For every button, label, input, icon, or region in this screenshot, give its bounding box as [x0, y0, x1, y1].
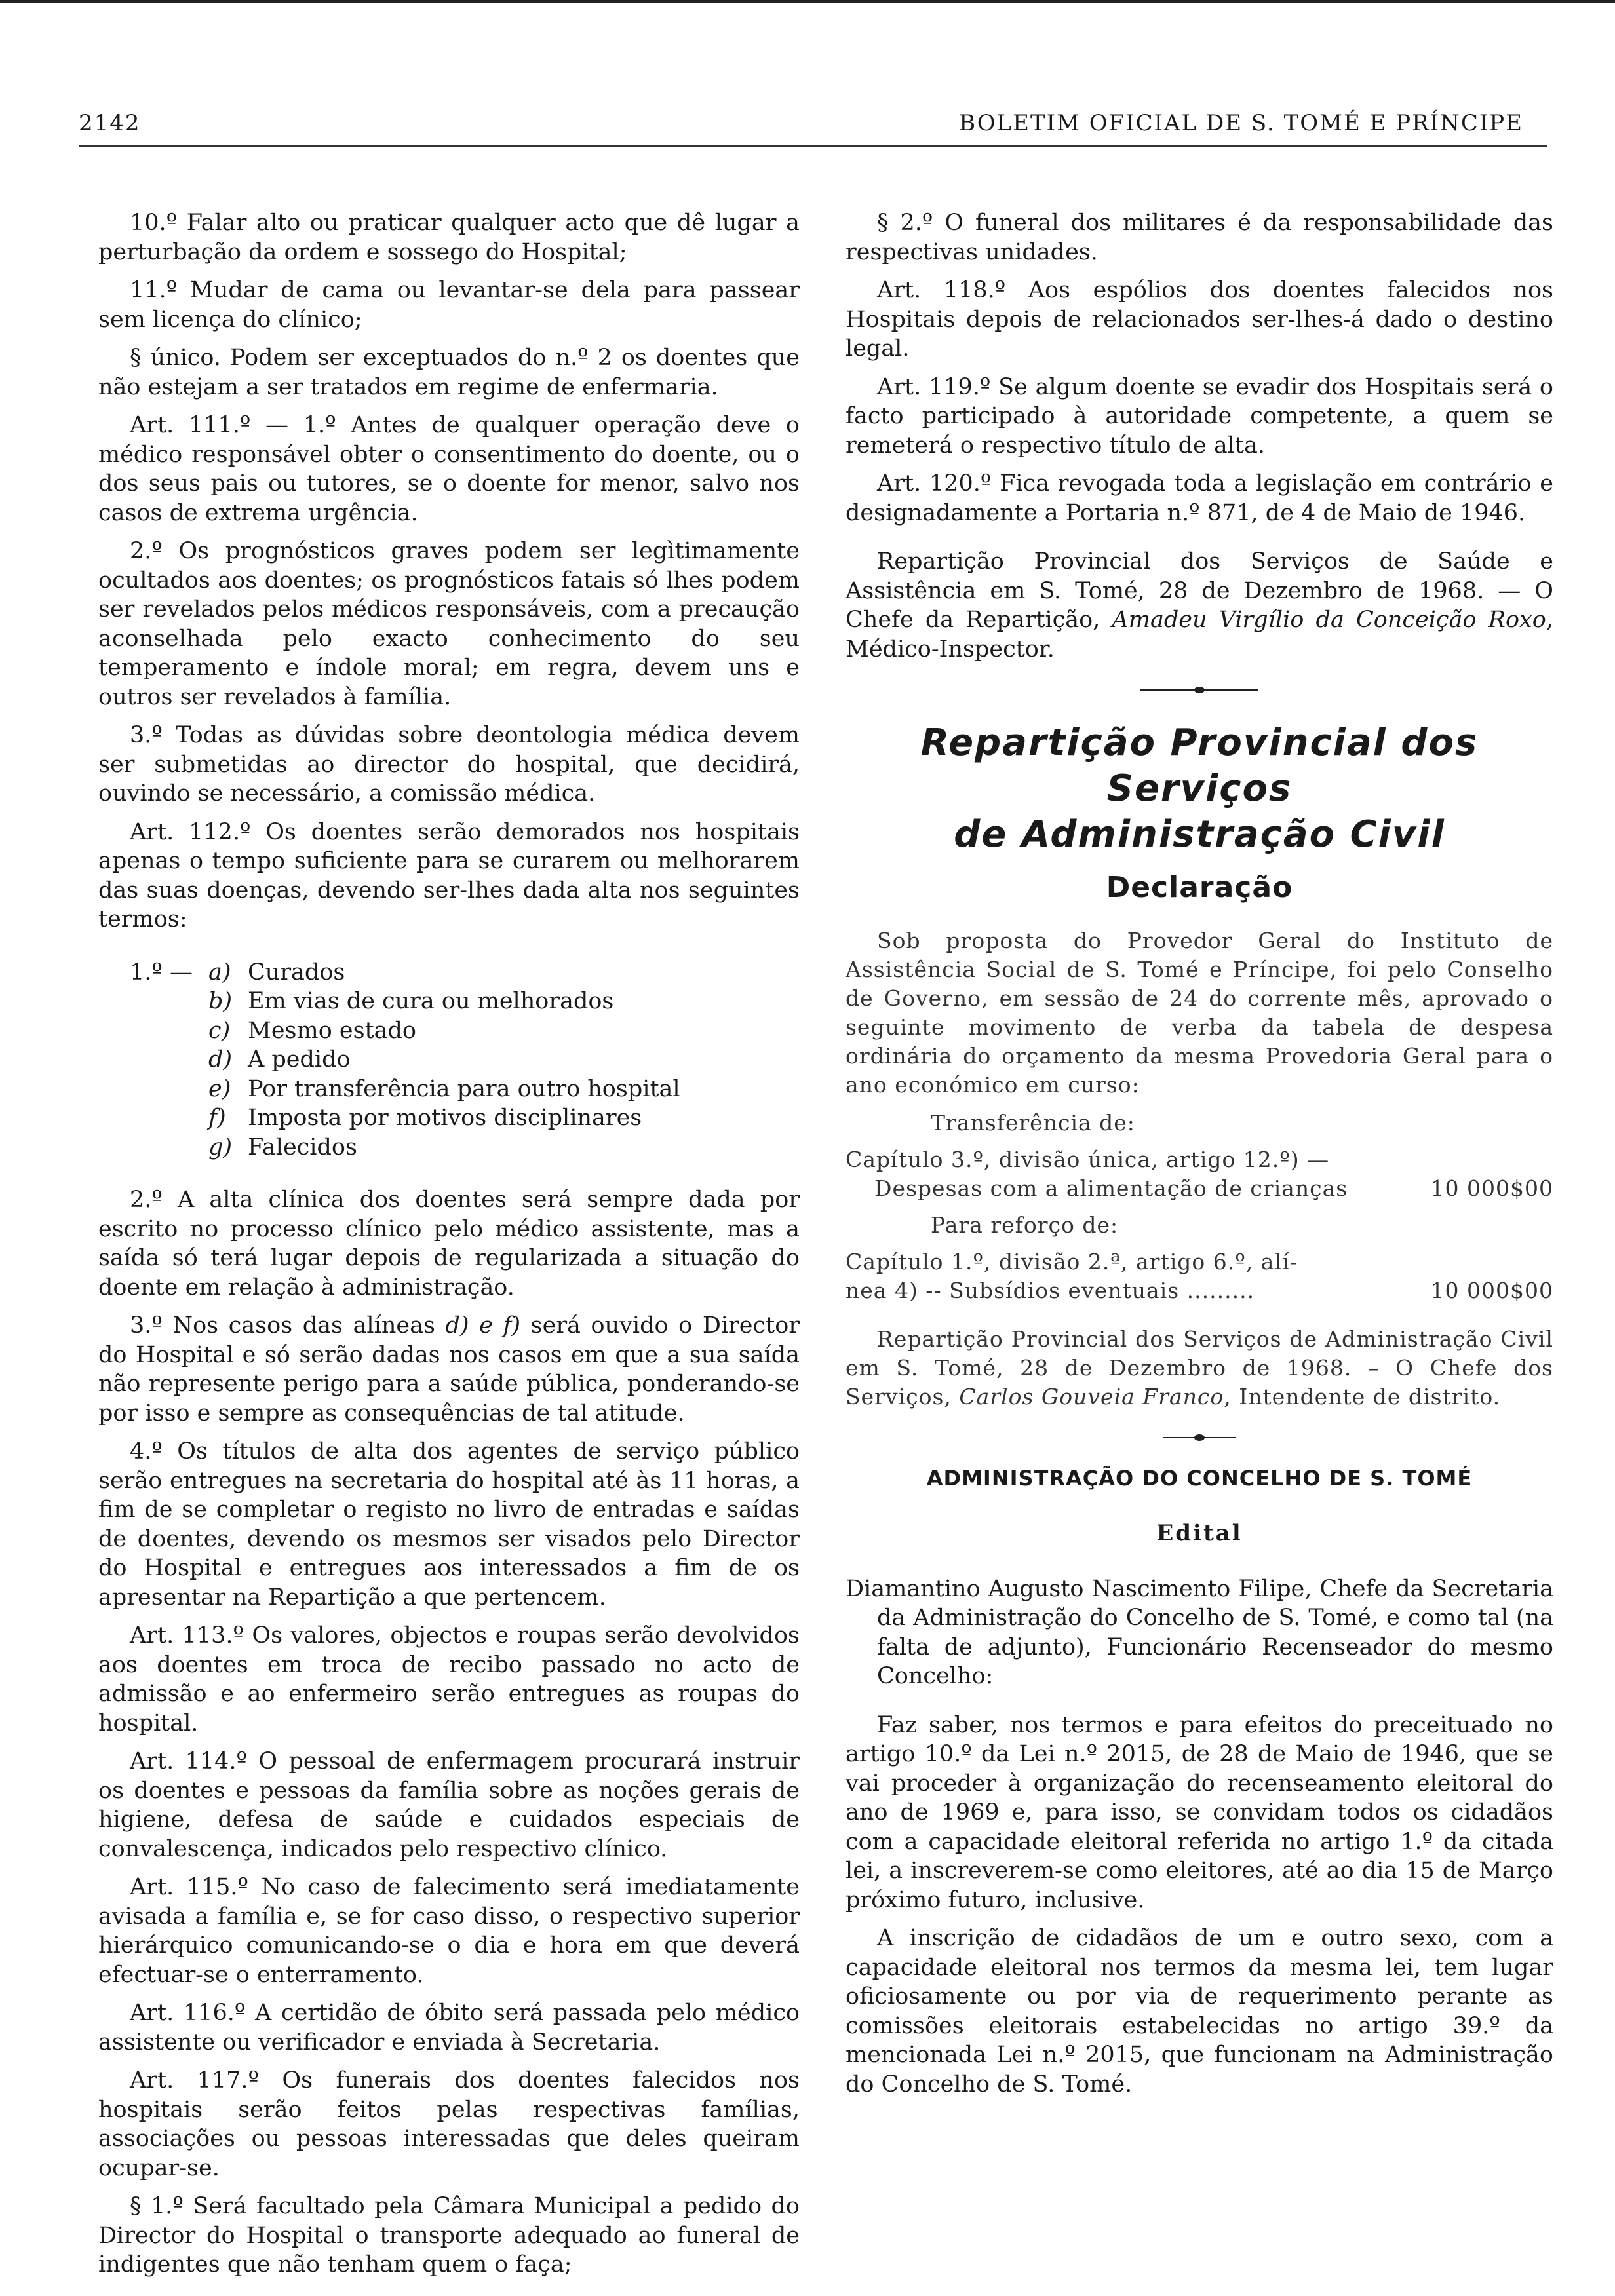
edital-intro: Diamantino Augusto Nascimento Filipe, Chefe da Secretaria da Administração do Concelho de S. Tomé, e como tal (na falta de adjunto), Funcionário Recenseador do mesmo Concelho: [846, 1575, 1553, 1689]
list-item [130, 987, 800, 1016]
separator-ornament [1140, 686, 1258, 694]
reinforcement-line: nea 4) -- Subsídios eventuais ......... 10 000$00 [846, 1276, 1553, 1305]
separator-ornament [1163, 1434, 1236, 1442]
list-text: A pedido [248, 1046, 351, 1073]
list-text: Em vias de cura ou melhorados [248, 988, 614, 1014]
reinforcement-line: Capítulo 1.º, divisão 2.ª, artigo 6.º, alí- [846, 1248, 1298, 1274]
signature-paragraph: Repartição Provincial dos Serviços de Administração Civil em S. Tomé, 28 de Dezembro de 1968. – O Chefe dos Serviços, Carlos Gouveia Franco, Intendente de distrito. [846, 1326, 1553, 1409]
paragraph: 4.º Os títulos de alta dos agentes de serviço público serão entregues na secretaria do hospital até às 11 horas, a fim de se completar o registo no livro de entradas e saídas de doentes, devendo os mesmos ser visados pelo Director do Hospital e entregues aos interessados a fim de os apresentar na Repartição a que pertencem. [98, 1438, 800, 1611]
paragraph: Faz saber, nos termos e para efeitos do preceituado no artigo 10.º da Lei n.º 2015, de 28 de Maio de 1946, que se vai proceder à organização do recenseamento eleitoral do ano de 1969 e, para isso, se convidam todos os cidadãos com a capacidade eleitoral referida no artigo 1.º da citada lei, a inscreverem-se como eleitores, até ao dia 15 de Março próximo futuro, inclusive. [846, 1712, 1553, 1913]
administration-heading: ADMINISTRAÇÃO DO CONCELHO DE S. TOMÉ [926, 1465, 1473, 1491]
declaration-heading: Declaração [1106, 871, 1293, 904]
paragraph: Art. 115.º No caso de falecimento será imediatamente avisada a família e, se for caso disso, o respectivo superior hierárquico comunicando-se o dia e hora em que deverá efectuar-se o enterramento. [98, 1874, 800, 1988]
reinforcement-label: Para reforço de: [931, 1212, 1119, 1238]
right-column [846, 208, 1553, 2108]
list-letter: c) [208, 1017, 231, 1044]
paragraph: § 2.º O funeral dos militares é da responsabilidade das respectivas unidades. [846, 210, 1553, 265]
paragraph: 3.º Nos casos das alíneas d) e f) será ouvido o Director do Hospital e só serão dadas nos casos em que a sua saída não represente perigo para a saúde pública, ponderando-se por isso e sempre as consequências de tal atitude. [98, 1312, 800, 1426]
paragraph: Art. 116.º A certidão de óbito será passada pelo médico assistente ou verificador e enviada à Secretaria. [98, 2000, 800, 2056]
page-number: 2142 [79, 110, 141, 136]
paragraph: Art. 111.º — 1.º Antes de qualquer operação deve o médico responsável obter o consentimento do doente, ou o dos seus pais ou tutores, se o doente for menor, salvo nos casos de extrema urgência. [98, 412, 800, 526]
paragraph: Art. 113.º Os valores, objectos e roupas serão devolvidos aos doentes em troca de recibo passado no acto de admissão e ao enfermeiro serão entregues as roupas do hospital. [98, 1622, 800, 1736]
list-text: Curados [248, 959, 345, 985]
transfer-label: Transferência de: [931, 1109, 1135, 1136]
paragraph: 11.º Mudar de cama ou levantar-se dela para passear sem licença do clínico; [98, 277, 800, 333]
list-item [130, 1103, 800, 1133]
signature-paragraph: Repartição Provincial dos Serviços de Saúde e Assistência em S. Tomé, 28 de Dezembro de 1968. — O Chefe da Repartição, Amadeu Virgílio da Conceição Roxo, Médico-Inspector. [846, 548, 1553, 662]
list-letter: e) [208, 1075, 231, 1102]
section-title: Repartição Provincial dos Serviços de Administração Civil [920, 721, 1479, 856]
transfer-amount: 10 000$00 [1430, 1175, 1553, 1201]
paragraph: 2.º Os prognósticos graves podem ser legìtimamente ocultados aos doentes; os prognósticos fatais só lhes podem ser revelados pelos médicos responsáveis, com a precaução aconselhada pelo exacto conhecimento do seu temperamento e índole moral; em regra, devem uns e outros ser revelados à família. [98, 538, 800, 710]
list-number: 1.º — [130, 959, 193, 985]
budget-table [846, 1109, 1553, 1305]
paragraph: 3.º Todas as dúvidas sobre deontologia médica devem ser submetidas ao director do hospital, que decidirá, ouvindo se necessário, a comissão médica. [98, 722, 800, 807]
list-item [130, 958, 800, 987]
paragraph: Art. 117.º Os funerais dos doentes falecidos nos hospitais serão feitos pelas respectivas famílias, associações ou pessoas interessadas que deles queiram ocupar-se. [98, 2067, 800, 2181]
edital-heading: Edital [1156, 1520, 1243, 1546]
paragraph: 10.º Falar alto ou praticar qualquer acto que dê lugar a perturbação da ordem e sossego do Hospital; [98, 210, 800, 265]
paragraph: § único. Podem ser exceptuados do n.º 2 os doentes que não estejam a ser tratados em regime de enfermaria. [98, 345, 800, 400]
top-border [0, 0, 1615, 3]
left-column [98, 208, 800, 2289]
list-letter: g) [208, 1134, 233, 1160]
list-letter: f) [208, 1105, 226, 1131]
list-item [130, 1133, 800, 1162]
list-text: Imposta por motivos disciplinares [248, 1105, 642, 1131]
list-text: Por transferência para outro hospital [248, 1075, 680, 1102]
paragraph: Art. 120.º Fica revogada toda a legislação em contrário e designadamente a Portaria n.º 871, de 4 de Maio de 1946. [846, 470, 1553, 526]
paragraph: A inscrição de cidadãos de um e outro sexo, com a capacidade eleitoral nos termos da mesma lei, tem lugar oficiosamente ou por via de requerimento perante as comissões eleitorais estabelecidas no artigo 39.º da mencionada Lei n.º 2015, que funcionam na Administração do Concelho de S. Tomé. [846, 1925, 1553, 2097]
transfer-line: Capítulo 3.º, divisão única, artigo 12.º) — [846, 1146, 1330, 1172]
list-text: Mesmo estado [248, 1017, 416, 1044]
paragraph: Art. 114.º O pessoal de enfermagem procurará instruir os doentes e pessoas da família sobre as noções gerais de higiene, defesa de saúde e cuidados especiais de convalescença, indicados pelo respectivo clínico. [98, 1748, 800, 1862]
paragraph: Sob proposta do Provedor Geral do Instituto de Assistência Social de S. Tomé e Príncipe, foi pelo Conselho de Governo, em sessão de 24 do corrente mês, aprovado o seguinte movimento de verba da tabela de despesa ordinária do orçamento da mesma Provedoria Geral para o ano económico em curso: [846, 927, 1553, 1098]
transfer-line: Despesas com a alimentação de crianças 10 000$00 [846, 1174, 1553, 1203]
journal-title: BOLETIM OFICIAL DE S. TOMÉ E PRÍNCIPE [959, 110, 1523, 136]
paragraph: Art. 119.º Se algum doente se evadir dos Hospitais será o facto participado à autoridade competente, a quem se remeterá o respectivo título de alta. [846, 373, 1553, 459]
list-text: Falecidos [248, 1134, 357, 1160]
paragraph: Art. 112.º Os doentes serão demorados nos hospitais apenas o tempo suficiente para se curarem ou melhorarem das suas doenças, devendo ser-lhes dada alta nos seguintes termos: [98, 818, 800, 932]
list-letter: d) [208, 1046, 233, 1073]
list-letter: b) [208, 988, 233, 1014]
paragraph: § 1.º Será facultado pela Câmara Municipal a pedido do Director do Hospital o transporte adequado ao funeral de indigentes que não tenham quem o faça; [98, 2193, 800, 2278]
list-item [130, 1016, 800, 1046]
list-letter: a) [208, 959, 231, 985]
page-header [79, 110, 1549, 149]
declaration-body [846, 927, 1553, 1411]
list-item [130, 1045, 800, 1075]
paragraph: Art. 118.º Aos espólios dos doentes falecidos nos Hospitais depois de relacionados ser-lhes-á dado o destino legal. [846, 277, 1553, 362]
discharge-list [130, 958, 800, 1162]
reinforcement-amount: 10 000$00 [1430, 1277, 1553, 1303]
header-rule [79, 145, 1547, 147]
list-item [130, 1075, 800, 1104]
paragraph: 2.º A alta clínica dos doentes será sempre dada por escrito no processo clínico pelo médico assistente, mas a saída só terá lugar depois de regularizada a situação do doente em relação à administração. [98, 1187, 800, 1301]
